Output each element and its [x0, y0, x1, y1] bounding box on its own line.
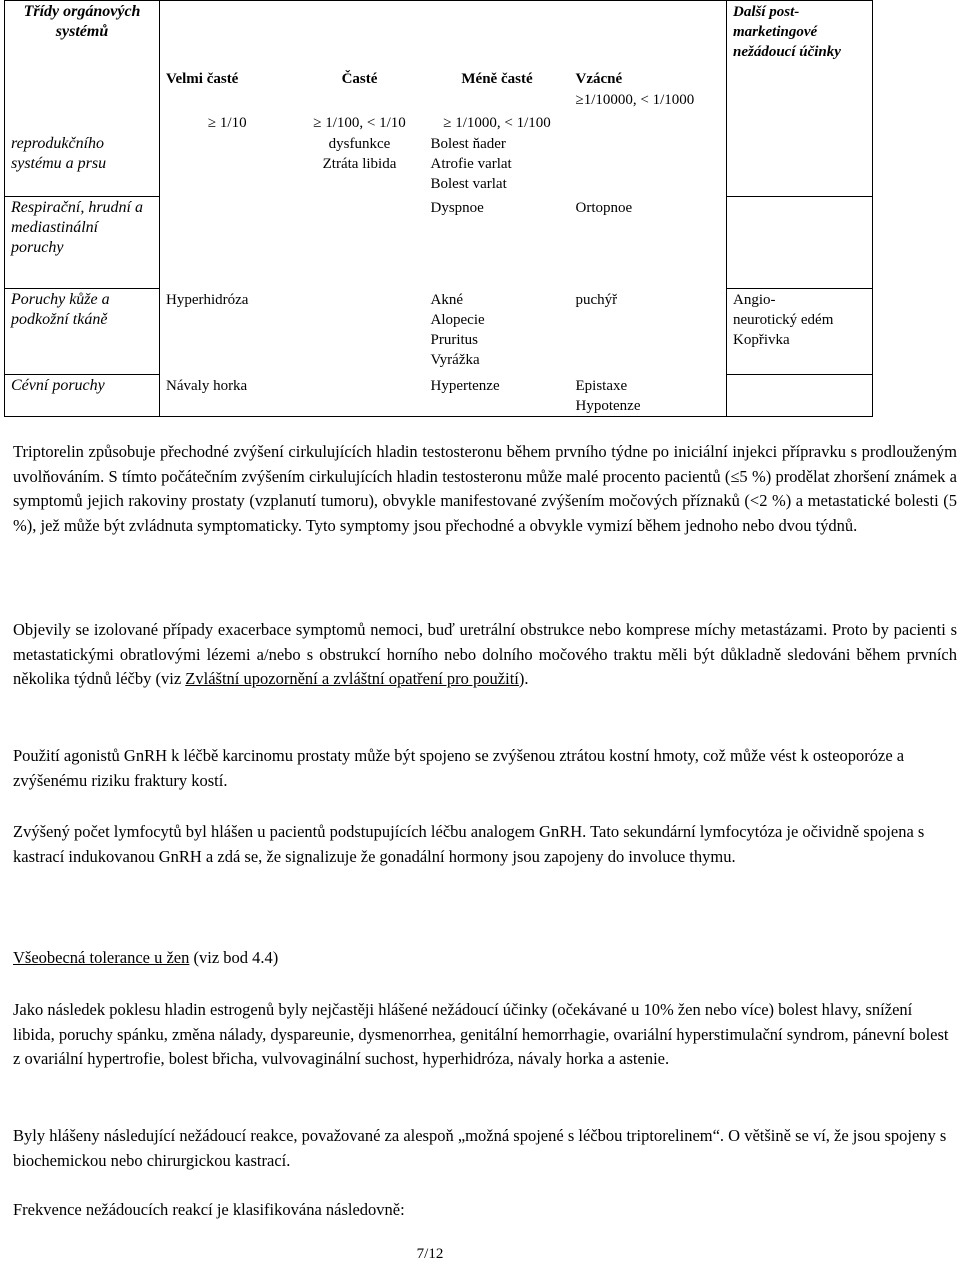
cell-post — [727, 375, 873, 417]
paragraph-exacerbation-text: Objevily se izolované případy exacerbace symptomů nemoci, buď uretrální obstrukce nebo komprese míchy metastázami. Proto by pacienti s metastatickými obratlovými lézemi a/nebo s obstrukcí horního nebo dolního močového traktu měli být důkladně sledováni během prvních několika týdnů léčby (viz — [13, 620, 957, 688]
paragraph-frequency: Frekvence nežádoucích reakcí je klasifikována následovně: — [13, 1200, 405, 1219]
cell-common — [295, 289, 425, 375]
organ-reproductive: reprodukčního systému a prsu — [5, 133, 160, 197]
adverse-reactions-table — [4, 0, 873, 417]
special-warnings-link[interactable]: Zvláštní upozornění a zvláštní opatření pro použití — [185, 669, 519, 688]
organ-respiratory: Respirační, hrudní a mediastinální poruchy — [5, 197, 160, 289]
post-marketing-header: Další post-marketingové nežádoucí účinky — [727, 1, 873, 133]
freq-header-very-common: Velmi časté — [160, 1, 295, 89]
page-number: 7/12 — [416, 1246, 444, 1262]
paragraph-estrogen: Jako následek poklesu hladin estrogenů byly nejčastěji hlášené nežádoucí účinky (očekávané u 10% žen nebo více) bolest hlavy, snížení libida, poruchy spánku, změna nálady, dyspareunie, dysmenorrhea, genitální hemorrhagie, ovariální hyperstimulační syndrom, pánevní bolest z ovariální hypertrofie, bolest břicha, vulvovaginální suchost, hyperhidróza, návaly horka a astenie. — [13, 1000, 949, 1068]
paragraph-reported-reactions: Byly hlášeny následující nežádoucí reakce, považované za alespoň „možná spojené s léčbou triptorelinem“. O většině se ví, že jsou spojeny s biochemickou nebo chirurgickou kastrací. — [13, 1126, 947, 1170]
cell-very-common — [160, 133, 295, 197]
freq-header-common: Časté — [295, 1, 425, 89]
cell-common: dysfunkce Ztráta libida — [322, 135, 397, 172]
cell-very-common: Návaly horka — [160, 375, 295, 417]
cell-common — [295, 375, 425, 417]
heading-women-tolerance — [13, 946, 957, 971]
cell-rare: Epistaxe Hypotenze — [570, 375, 727, 417]
organ-class-header: Třídy orgánových systémů — [5, 1, 160, 89]
cell-uncommon: Dyspnoe — [430, 199, 484, 216]
cell-rare: puchýř — [575, 291, 618, 308]
cell-uncommon: Akné Alopecie Pruritus Vyrážka — [430, 291, 485, 368]
cell-uncommon: Bolest ňader Atrofie varlat Bolest varlat — [430, 135, 512, 192]
freq-header-rare: Vzácné — [570, 1, 727, 89]
cell-post — [727, 133, 873, 197]
freq-range-common: ≥ 1/100, < 1/10 — [313, 114, 406, 131]
cell-post — [727, 197, 873, 289]
cell-very-common: Hyperhidróza — [166, 291, 249, 308]
freq-header-uncommon: Méně časté — [425, 1, 570, 89]
paragraph-bone-loss: Použití agonistů GnRH k léčbě karcinomu prostaty může být spojeno se zvýšenou ztrátou kostní hmoty, což může vést k osteoporóze a zvýšenému riziku fraktury kostí. — [13, 746, 905, 790]
cell-common — [295, 197, 425, 289]
organ-vascular: Cévní poruchy — [5, 375, 160, 417]
cell-uncommon: Hypertenze — [425, 375, 570, 417]
cell-post: Angio- neurotický edém Kopřivka — [727, 289, 873, 375]
cell-rare: Ortopnoe — [575, 199, 633, 216]
cell-rare — [570, 133, 727, 197]
paragraph-tumor-flare: Triptorelin způsobuje přechodné zvýšení cirkulujících hladin testosteronu během prvního týdne po iniciální injekci přípravku s prodlouženým uvolňováním. S tímto počátečním zvýšením cirkulujících hladin testosteronu může malé procento pacientů (≤5 %) prodělat zhoršení známek a symptomů jejich rakoviny prostaty (vzplanutí tumoru), obvykle manifestované zvýšením močových příznaků (<2 %) a metastatické bolesti (5 %), jež může být zvládnuta symptomaticky. Tyto symptomy jsou přechodné a obvykle vymizí během jednoho nebo dvou týdnů. — [13, 442, 957, 535]
freq-range-rare: ≥1/10000, < 1/1000 — [575, 91, 695, 108]
cell-very-common — [160, 197, 295, 289]
paragraph-lymphocytosis: Zvýšený počet lymfocytů byl hlášen u pacientů podstupujících léčbu analogem GnRH. Tato sekundární lymfocytóza je očividně spojena s kastrací indukovanou GnRH a zdá se, že signalizuje že gonadální hormony jsou zapojeny do involuce thymu. — [13, 822, 925, 866]
heading-section-ref: (viz bod 4.4) — [189, 948, 279, 967]
paragraph-exacerbation — [13, 618, 957, 692]
organ-skin: Poruchy kůže a podkožní tkáně — [5, 289, 160, 375]
freq-range-uncommon: ≥ 1/1000, < 1/100 — [443, 114, 551, 131]
freq-range-very-common: ≥ 1/10 — [207, 114, 247, 131]
women-tolerance-link[interactable]: Všeobecná tolerance u žen — [13, 948, 190, 967]
paragraph-exacerbation-end: ). — [518, 669, 529, 688]
